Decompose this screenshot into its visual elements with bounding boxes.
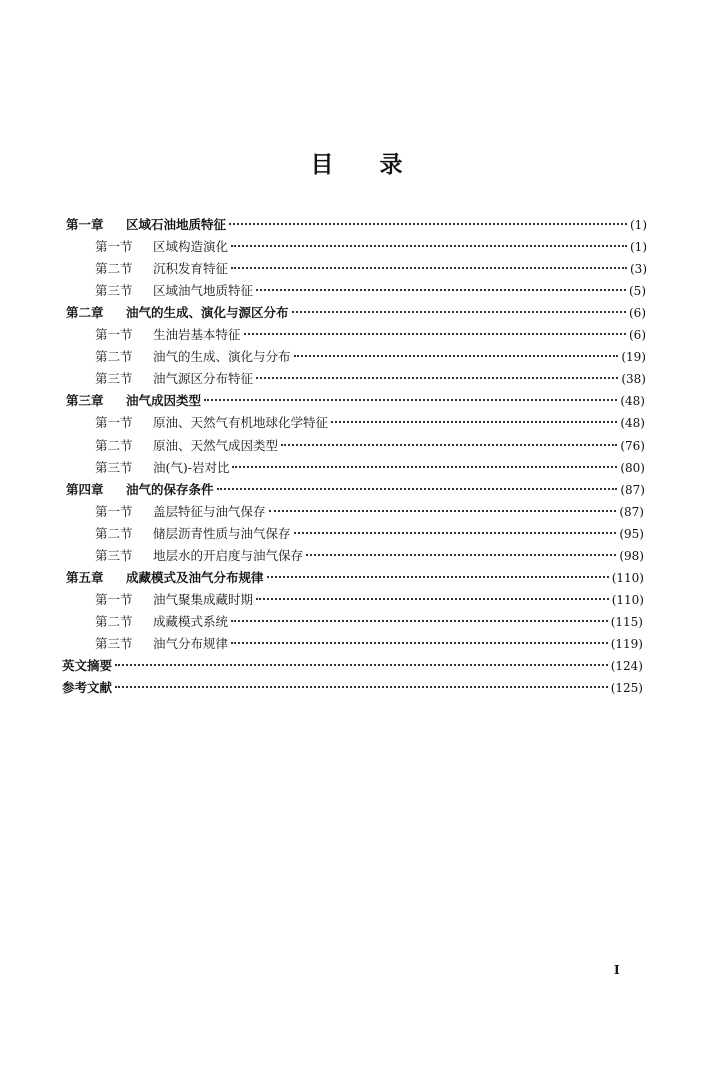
section-number: 第一节 <box>95 415 133 430</box>
section-number: 第二节 <box>95 438 133 453</box>
section-number: 第三节 <box>95 371 133 386</box>
chapter-number: 第二章 <box>66 305 104 320</box>
dot-leader <box>281 443 617 446</box>
toc-chapter-entry <box>62 656 643 678</box>
dot-leader <box>256 288 626 291</box>
dot-leader <box>306 553 616 556</box>
entry-title: 地层水的开启度与油气保存 <box>153 548 304 563</box>
toc-section-entry <box>95 524 644 546</box>
dot-leader <box>229 222 627 225</box>
dot-leader <box>231 244 627 247</box>
toc-section-entry <box>95 369 646 391</box>
entry-title: 油气的保存条件 <box>126 482 214 497</box>
toc-section-entry <box>95 634 643 656</box>
chapter-number: 第四章 <box>66 482 104 497</box>
entry-page-number: (6) <box>629 306 646 320</box>
entry-page-number: (87) <box>620 483 645 497</box>
section-number: 第一节 <box>95 504 133 519</box>
entry-page-number: (110) <box>611 571 644 585</box>
entry-page-number: (87) <box>619 505 644 519</box>
section-number: 第二节 <box>95 349 133 364</box>
toc-section-entry <box>95 281 646 303</box>
dot-leader <box>231 641 608 644</box>
entry-page-number: (124) <box>610 659 643 673</box>
entry-page-number: (6) <box>629 328 646 342</box>
section-number: 第三节 <box>95 636 133 651</box>
section-number: 第三节 <box>95 548 133 563</box>
section-number: 第一节 <box>95 327 133 342</box>
page-number-footer: I <box>614 963 620 977</box>
dot-leader <box>269 509 617 512</box>
toc-section-entry <box>95 590 644 612</box>
entry-title: 油气的生成、演化与分布 <box>153 349 291 364</box>
dot-leader <box>231 266 627 269</box>
entry-title: 储层沥青性质与油气保存 <box>153 526 291 541</box>
entry-page-number: (1) <box>630 218 647 232</box>
entry-title: 油气分布规律 <box>153 636 229 651</box>
entry-page-number: (3) <box>630 262 647 276</box>
chapter-number: 第五章 <box>66 570 104 585</box>
toc-section-entry <box>95 546 644 568</box>
entry-title: 油气聚集成藏时期 <box>153 592 254 607</box>
entry-page-number: (115) <box>610 615 643 629</box>
toc-section-entry <box>95 612 643 634</box>
dot-leader <box>204 398 617 401</box>
toc-section-entry <box>95 413 645 435</box>
toc-section-entry <box>95 436 645 458</box>
entry-title: 沉积发育特征 <box>153 261 229 276</box>
toc-section-entry <box>95 458 645 480</box>
dot-leader <box>115 685 608 688</box>
entry-page-number: (98) <box>619 549 644 563</box>
dot-leader <box>294 531 617 534</box>
entry-title: 油气源区分布特征 <box>153 371 254 386</box>
entry-page-number: (48) <box>620 394 645 408</box>
dot-leader <box>115 663 608 666</box>
toc-section-entry <box>95 502 644 524</box>
entry-title: 参考文献 <box>62 680 113 695</box>
entry-title: 成藏模式及油气分布规律 <box>126 570 264 585</box>
toc-chapter-entry <box>66 568 644 590</box>
section-number: 第一节 <box>95 592 133 607</box>
entry-page-number: (19) <box>621 350 646 364</box>
entry-title: 生油岩基本特征 <box>153 327 241 342</box>
dot-leader <box>217 487 618 490</box>
dot-leader <box>292 310 626 313</box>
toc-section-entry <box>95 347 646 369</box>
entry-page-number: (76) <box>620 439 645 453</box>
entry-title: 成藏模式系统 <box>153 614 229 629</box>
dot-leader <box>231 619 608 622</box>
title-left-char: 目 <box>310 152 334 178</box>
entry-title: 区域油气地质特征 <box>153 283 254 298</box>
toc-chapter-entry <box>66 303 646 325</box>
entry-title: 区域构造演化 <box>153 239 229 254</box>
entry-title: 盖层特征与油气保存 <box>153 504 266 519</box>
dot-leader <box>331 420 617 423</box>
entry-page-number: (80) <box>620 461 645 475</box>
entry-page-number: (125) <box>610 681 643 695</box>
section-number: 第一节 <box>95 239 133 254</box>
entry-page-number: (5) <box>629 284 646 298</box>
toc-chapter-entry <box>62 678 643 700</box>
entry-page-number: (110) <box>611 593 644 607</box>
section-number: 第二节 <box>95 614 133 629</box>
entry-page-number: (48) <box>620 416 645 430</box>
dot-leader <box>267 575 609 578</box>
chapter-number: 第三章 <box>66 393 104 408</box>
entry-page-number: (1) <box>630 240 647 254</box>
dot-leader <box>232 465 617 468</box>
entry-page-number: (95) <box>619 527 644 541</box>
page-title <box>0 146 713 179</box>
toc-section-entry <box>95 259 647 281</box>
dot-leader <box>244 332 626 335</box>
entry-title: 油气成因类型 <box>126 393 202 408</box>
toc-chapter-entry <box>66 215 647 237</box>
toc-section-entry <box>95 237 647 259</box>
dot-leader <box>256 597 609 600</box>
chapter-number: 第一章 <box>66 217 104 232</box>
dot-leader <box>294 354 619 357</box>
entry-title: 区域石油地质特征 <box>126 217 227 232</box>
entry-title: 英文摘要 <box>62 658 113 673</box>
toc-chapter-entry <box>66 391 645 413</box>
dot-leader <box>256 376 618 379</box>
toc-section-entry <box>95 325 646 347</box>
entry-page-number: (38) <box>621 372 646 386</box>
section-number: 第二节 <box>95 526 133 541</box>
section-number: 第二节 <box>95 261 133 276</box>
entry-title: 油(气)-岩对比 <box>153 460 230 475</box>
entry-title: 原油、天然气成因类型 <box>153 438 279 453</box>
entry-title: 原油、天然气有机地球化学特征 <box>153 415 329 430</box>
entry-title: 油气的生成、演化与源区分布 <box>126 305 289 320</box>
toc-chapter-entry <box>66 480 645 502</box>
section-number: 第三节 <box>95 460 133 475</box>
section-number: 第三节 <box>95 283 133 298</box>
title-right-char: 录 <box>379 152 403 178</box>
entry-page-number: (119) <box>610 637 643 651</box>
